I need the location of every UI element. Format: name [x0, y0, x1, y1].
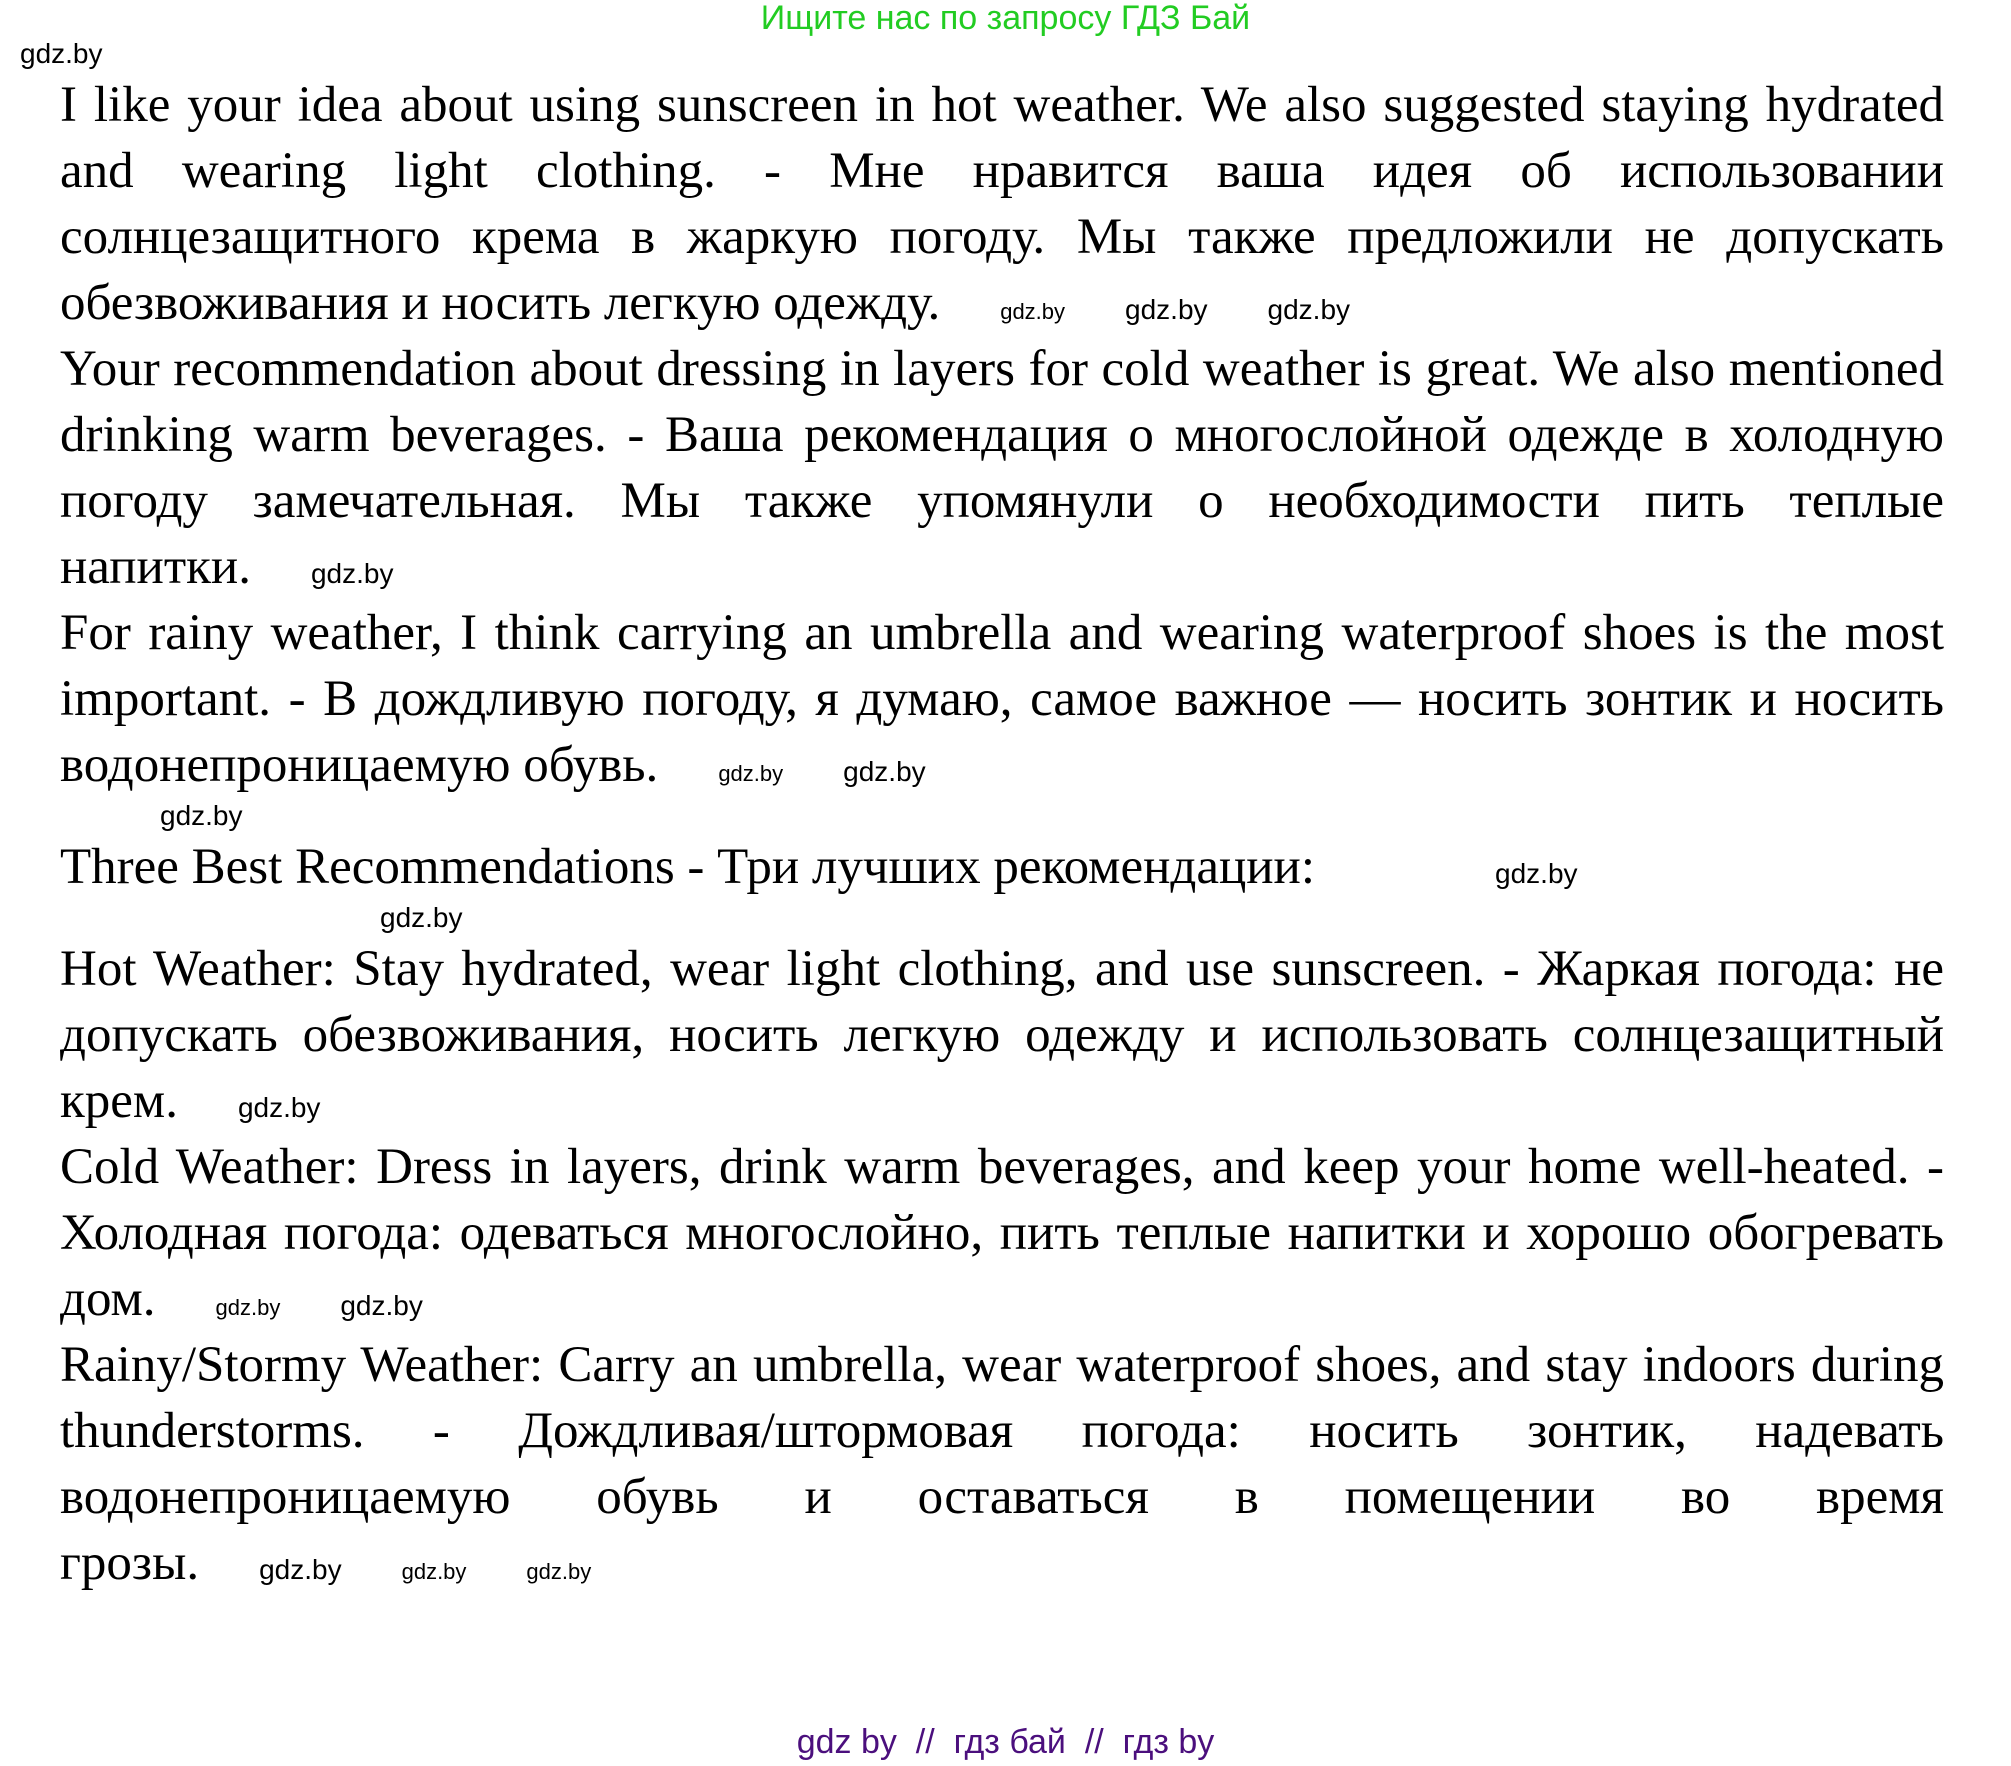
- watermark: gdz.by: [310, 558, 394, 589]
- watermark: gdz.by: [401, 1559, 467, 1584]
- paragraph-text: For rainy weather, I think carrying an umbrella and wearing waterproof shoes is the most important. - В дождливую погоду, я думаю, самое важное — носить зонтик и носить водонепроницаемую обувь.: [60, 605, 1944, 793]
- paragraph-rainy: [60, 600, 1944, 798]
- watermark: gdz.by: [718, 761, 784, 786]
- watermark: gdz.by: [259, 1554, 342, 1585]
- watermark-row: [60, 798, 1944, 834]
- watermark: gdz.by: [20, 38, 103, 69]
- search-banner: Ищите нас по запросу ГДЗ Бай: [760, 0, 1251, 37]
- watermark: gdz.by: [160, 800, 243, 831]
- recommendation-cold: [60, 1134, 1944, 1332]
- watermark: gdz.by: [380, 902, 463, 933]
- recommendation-text: Cold Weather: Dress in layers, drink warm beverages, and keep your home well-heated. - Холодная погода: одеваться многослойно, пить теплые напитки и хорошо обогревать дом.: [60, 1139, 1944, 1327]
- paragraph-text: I like your idea about using sunscreen in hot weather. We also suggested staying hydrated and wearing light clothing. - Мне нравится ваша идея об использовании солнцезащитного крема в жаркую погоду. Мы также предложили не допускать обезвоживания и носить легкую одежду.: [60, 77, 1944, 331]
- heading-three-best: [60, 834, 1944, 900]
- paragraph-text: Your recommendation about dressing in layers for cold weather is great. We also mentioned drinking warm beverages. - Ваша рекомендация о многослойной одежде в холодную погоду замечательная. Мы также упомянули о необходимости пить теплые напитки.: [60, 341, 1944, 595]
- watermark: gdz.by: [215, 1295, 281, 1320]
- watermark: gdz.by: [237, 1092, 321, 1123]
- watermark: gdz.by: [526, 1559, 592, 1584]
- footer-links[interactable]: gdz by // гдз бай // гдз by: [796, 1723, 1215, 1761]
- watermark-row: [20, 36, 1944, 72]
- watermark: gdz.by: [1125, 294, 1208, 325]
- recommendation-text: Hot Weather: Stay hydrated, wear light clothing, and use sunscreen. - Жаркая погода: не допускать обезвоживания, носить легкую одежду и использовать солнцезащитный крем.: [60, 941, 1944, 1129]
- recommendation-text: Rainy/Stormy Weather: Carry an umbrella, wear waterproof shoes, and stay indoors during thunderstorms. - Дождливая/штормовая погода: носить зонтик, надевать водонепроницаемую обувь и оставаться в помещении во время грозы.: [60, 1337, 1944, 1591]
- watermark: gdz.by: [1495, 858, 1578, 889]
- heading-text: Three Best Recommendations - Три лучших рекомендации:: [60, 839, 1316, 895]
- watermark: gdz.by: [843, 756, 926, 787]
- watermark-row: [60, 900, 1944, 936]
- paragraph-sunscreen: [60, 72, 1944, 336]
- recommendation-rainy: [60, 1332, 1944, 1596]
- document-body: [20, 36, 1944, 1596]
- watermark: gdz.by: [1267, 294, 1351, 325]
- paragraph-layers: [60, 336, 1944, 600]
- recommendation-hot: [60, 936, 1944, 1134]
- watermark: gdz.by: [340, 1290, 423, 1321]
- watermark: gdz.by: [1000, 299, 1066, 324]
